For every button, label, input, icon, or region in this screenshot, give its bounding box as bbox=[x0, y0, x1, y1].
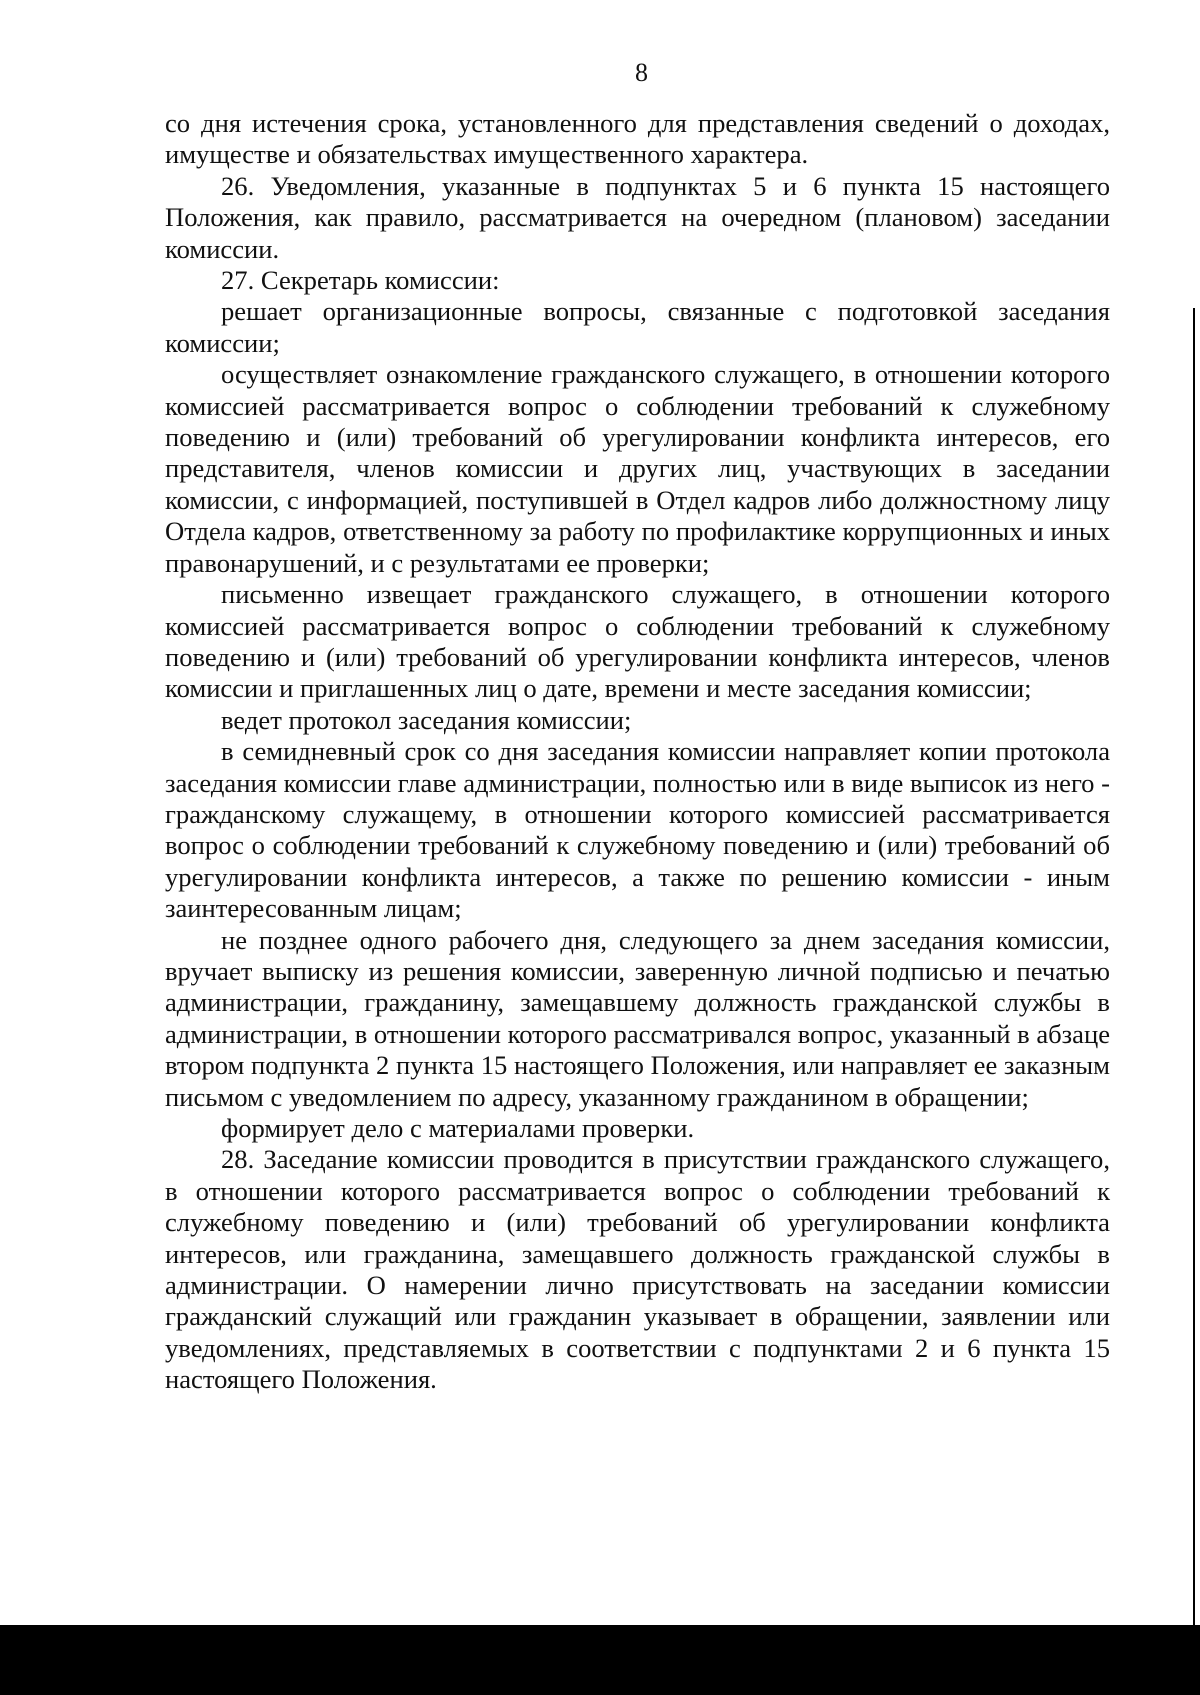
page-number: 8 bbox=[635, 58, 648, 87]
scan-edge-line bbox=[1193, 308, 1195, 1625]
scan-bottom-border bbox=[0, 1625, 1200, 1695]
paragraph-organizational-questions: решает организационные вопросы, связанные с подготовкой заседания комиссии; bbox=[165, 296, 1110, 358]
paragraph-item-28: 28. Заседание комиссии проводится в присутствии гражданского служащего, в отношении которого рассматривается вопрос о соблюдении требований к служебному поведению и (или) требований об урегулировании конфликта интересов, или гражданина, замещавшего должность гражданской службы в администрации. О намерении лично присутствовать на заседании комиссии гражданский служащий или гражданин указывает в обращении, заявлении или уведомлениях, представляемых в соответствии с подпунктами 2 и 6 пункта 15 настоящего Положения. bbox=[165, 1144, 1110, 1395]
paragraph-decision-extract: не позднее одного рабочего дня, следующего за днем заседания комиссии, вручает выписку из решения комиссии, заверенную личной подписью и печатью администрации, гражданину, замещавшему должность гражданской службы в администрации, в отношении которого рассматривался вопрос, указанный в абзаце втором подпункта 2 пункта 15 настоящего Положения, или направляет ее заказным письмом с уведомлением по адресу, указанному гражданином в обращении; bbox=[165, 924, 1110, 1112]
paragraph-protocol-copies: в семидневный срок со дня заседания комиссии направляет копии протокола заседания комиссии главе администрации, полностью или в виде выписок из него - гражданскому служащему, в отношении которого комиссией рассматривается вопрос о соблюдении требований к служебному поведению и (или) требований об урегулировании конфликта интересов, а также по решению комиссии - иным заинтересованным лицам; bbox=[165, 736, 1110, 924]
paragraph-familiarization: осуществляет ознакомление гражданского служащего, в отношении которого комиссией рассматривается вопрос о соблюдении требований к служебному поведению и (или) требований об урегулировании конфликта интересов, его представителя, членов комиссии и других лиц, участвующих в заседании комиссии, с информацией, поступившей в Отдел кадров либо должностному лицу Отдела кадров, ответственному за работу по профилактике коррупционных и иных правонарушений, и с результатами ее проверки; bbox=[165, 359, 1110, 578]
paragraph-continuation: со дня истечения срока, установленного для представления сведений о доходах, имуществе и обязательствах имущественного характера. bbox=[165, 108, 1110, 170]
paragraph-written-notice: письменно извещает гражданского служащего, в отношении которого комиссией рассматривается вопрос о соблюдении требований к служебному поведению и (или) требований об урегулировании конфликта интересов, членов комиссии и приглашенных лиц о дате, времени и месте заседания комиссии; bbox=[165, 579, 1110, 704]
paragraph-item-26: 26. Уведомления, указанные в подпунктах 5 и 6 пункта 15 настоящего Положения, как правило, рассматривается на очередном (плановом) заседании комиссии. bbox=[165, 170, 1110, 264]
paragraph-case-file: формирует дело с материалами проверки. bbox=[221, 1113, 695, 1143]
paragraph-item-27: 27. Секретарь комиссии: bbox=[221, 265, 500, 296]
paragraph-protocol: ведет протокол заседания комиссии; bbox=[221, 704, 632, 735]
document-body bbox=[165, 108, 1110, 1396]
